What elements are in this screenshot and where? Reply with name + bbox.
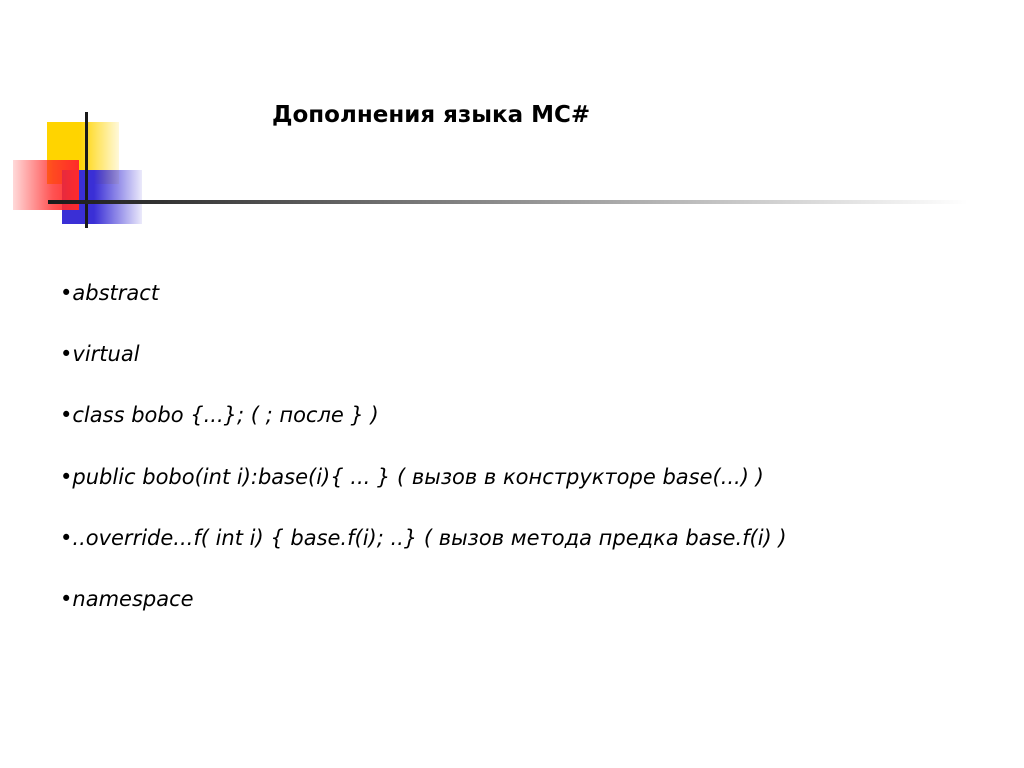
bullet-dot: • xyxy=(60,281,73,305)
bullet-dot: • xyxy=(60,342,73,367)
bullet-text: namespace xyxy=(72,586,194,611)
bullet-item-constructor xyxy=(60,462,787,523)
bullet-text: ..override...f( int i) { base.f(i); ..} ( вызов метода предка base.f(i) ) xyxy=(72,525,787,550)
bullet-dot: • xyxy=(60,464,73,489)
bullet-text: virtual xyxy=(72,342,140,367)
slide-title: Дополнения языка МС# xyxy=(272,102,591,128)
bullet-dot: • xyxy=(60,525,73,550)
bullet-text: class bobo {...}; ( ; после } ) xyxy=(72,403,379,428)
bullet-item-override xyxy=(60,523,787,584)
bullet-item-namespace xyxy=(60,584,787,645)
bullet-list xyxy=(60,278,787,645)
bullet-item-class xyxy=(60,400,787,461)
decor-vertical-line xyxy=(85,112,88,228)
bullet-text: public bobo(int i):base(i){ ... } ( вызов в конструкторе base(...) ) xyxy=(72,464,764,489)
bullet-dot: • xyxy=(60,403,73,428)
bullet-item-abstract xyxy=(60,278,787,339)
bullet-text: abstract xyxy=(72,281,160,305)
decor-horizontal-rule xyxy=(48,200,968,204)
bullet-item-virtual xyxy=(60,339,787,400)
bullet-dot: • xyxy=(60,586,73,611)
